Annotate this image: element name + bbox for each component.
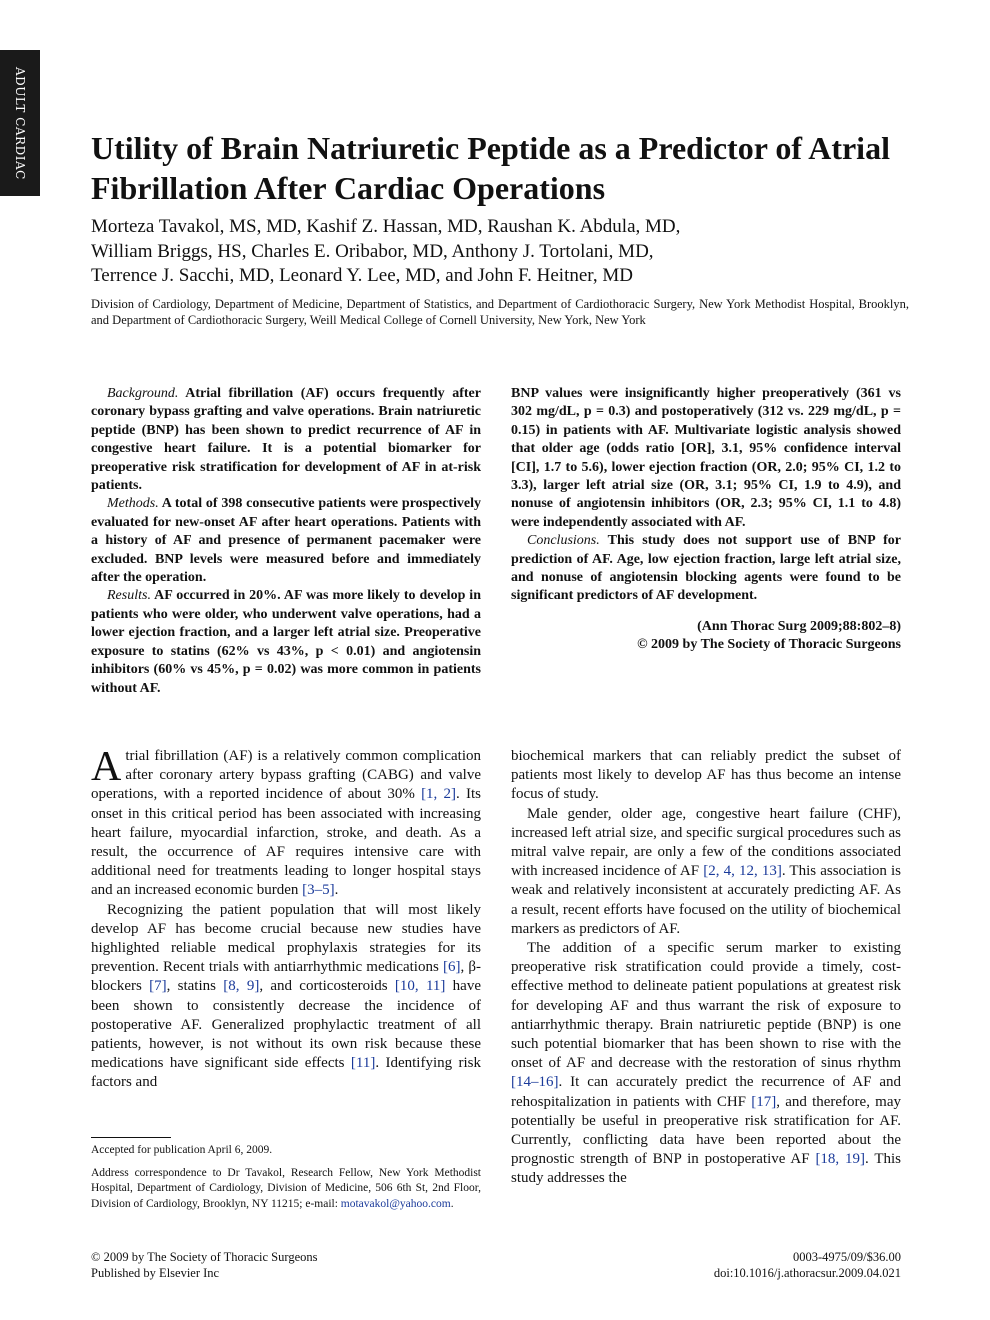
- methods-text: A total of 398 consecutive patients were prospectively evaluated for new-onset AF after heart operations. Patients with a history of AF and presence of permanent pacemaker were excluded. BNP levels were measured before and immediately after the operation.: [91, 496, 481, 586]
- body-text: Recognizing the patient population that will most likely develop AF has become crucial because new studies have highlighted reliable medical prophylaxis strategies for its prevention. Recent trials with antiarrhythmic medications: [91, 901, 481, 976]
- background-label: Background.: [107, 386, 179, 401]
- body-text: , β-blockers: [91, 959, 481, 995]
- footer-publisher: Published by Elsevier Inc: [91, 1265, 220, 1280]
- body-paragraph: [511, 939, 901, 1189]
- body-paragraph: [91, 901, 481, 1093]
- body-text: . This association is weak and relatively inconsistent at accurately predicting AF. As a result, recent efforts have focused on the utility of biochemical markers as predictors of AF.: [511, 863, 901, 937]
- results-label: Results.: [107, 588, 151, 604]
- abstract-methods: [91, 495, 481, 587]
- abstract-results-continued: BNP values were insignificantly higher preoperatively (361 vs 302 mg/dL, p = 0.3) and postoperatively (312 vs. 229 mg/dL, p = 0.15) in patients with AF. Multivariate logistic analysis showed that older age (odds ratio [OR], 3.1, 95% confidence interval [CI], 1.7 to 5.6), lower ejection fraction (OR, 2.0; 95% CI, 1.2 to 3.3), larger left atrial size (OR, 3.1; 95% CI, 1.9 to 4.9), and nonuse of angiotensin inhibitors (OR, 2.3; 95% CI, 1.1 to 4.8) were independently associated with AF.: [511, 386, 901, 530]
- footnote-accepted: Accepted for publication April 6, 2009.: [91, 1144, 273, 1156]
- reference-link[interactable]: [8, 9]: [223, 978, 260, 995]
- footer-doi[interactable]: doi:10.1016/j.athoracsur.2009.04.021: [713, 1265, 901, 1280]
- author-line: Morteza Tavakol, MS, MD, Kashif Z. Hassan, MD, Raushan K. Abdula, MD,: [91, 216, 681, 237]
- reference-link[interactable]: [18, 19]: [815, 1151, 866, 1168]
- address-text: .: [450, 1197, 454, 1210]
- footnote-divider: [91, 1137, 171, 1138]
- footer-right: [600, 1250, 901, 1281]
- author-line: William Briggs, HS, Charles E. Oribabor, MD, Anthony J. Tortolani, MD,: [91, 240, 654, 262]
- affiliation: Division of Cardiology, Department of Medicine, Department of Statistics, and Department of Cardiothoracic Surgery, New York Methodist Hospital, Brooklyn, and Department of Cardiothoracic Surgery, Weill Medical College of Cornell University, New York, New York: [91, 297, 909, 327]
- body-paragraph: [91, 744, 481, 901]
- article-title: Utility of Brain Natriuretic Peptide as a Predictor of Atrial Fibrillation After Cardiac Operations: [91, 130, 890, 206]
- body-text: .: [334, 882, 339, 899]
- body-text: have been shown to consistently decrease the incidence of postoperative AF. Generalized prophylactic treatment of all patients, however, is not without its own risk because these medications have significant side effects: [91, 978, 481, 1072]
- author-list: [91, 215, 921, 289]
- citation-journal: (Ann Thorac Surg 2009;88:802–8): [697, 618, 901, 634]
- conclusions-label: Conclusions.: [527, 533, 600, 549]
- author-line: Terrence J. Sacchi, MD, Leonard Y. Lee, MD, and John F. Heitner, MD: [91, 265, 633, 286]
- abstract-background: [91, 385, 481, 495]
- abstract-right-column: [511, 385, 901, 655]
- reference-link[interactable]: [11]: [350, 1055, 376, 1072]
- abstract-left-column: [91, 385, 481, 698]
- body-text: . Identifying risk factors and: [91, 1055, 481, 1091]
- reference-link[interactable]: [14–16]: [511, 1074, 559, 1091]
- conclusions-text: This study does not support use of BNP for prediction of AF. Age, low ejection fraction, large left atrial size, and nonuse of angiotensin blocking agents were found to be significant predictors of AF development.: [511, 533, 901, 604]
- reference-link[interactable]: [10, 11]: [394, 978, 446, 995]
- abstract-results: [91, 587, 481, 697]
- reference-link[interactable]: [3–5]: [302, 882, 335, 899]
- body-text: , statins: [166, 978, 224, 995]
- footer-copyright: © 2009 by The Society of Thoracic Surgeons: [91, 1250, 318, 1264]
- body-text: . It can accurately predict the recurrence of AF and rehospitalization in patients with CHF: [511, 1074, 901, 1110]
- background-text: Atrial fibrillation (AF) occurs frequently after coronary bypass grafting and valve operations. Brain natriuretic peptide (BNP) has been shown to predict recurrence of AF in congestive heart failure. It is a potential biomarker for preoperative risk stratification for development of AF in at-risk patients.: [91, 386, 481, 494]
- body-text: The addition of a specific serum marker to existing preoperative risk stratification could provide a timely, cost-effective method to delineate patient populations at greatest risk for developing AF and thus warrant the risk of exposure to antiarrhythmic therapy. Brain natriuretic peptide (BNP) is one such potential biomarker that has been shown to rise with the onset of AF and decrease with the restoration of sinus rhythm: [511, 940, 901, 1072]
- methods-label: Methods.: [107, 496, 159, 512]
- footnote-address: [91, 1166, 481, 1212]
- body-text: trial fibrillation (AF) is a relatively common complication after coronary artery bypass grafting (CABG) and valve operations, with a reported incidence of about 30%: [91, 748, 481, 803]
- reference-link[interactable]: [6]: [442, 959, 461, 976]
- citation-copyright: © 2009 by The Society of Thoracic Surgeons: [637, 637, 901, 653]
- abstract-citation: [511, 618, 901, 655]
- results-text: AF occurred in 20%. AF was more likely to develop in patients who were older, who underwent valve operations, had a lower ejection fraction, and a larger left atrial size. Preoperative exposure to statins (62% vs 43%, p < 0.01) and angiotensin inhibitors (60% vs 45%, p = 0.02) was more common in patients without AF.: [91, 588, 481, 696]
- reference-link[interactable]: [2, 4, 12, 13]: [703, 863, 782, 880]
- drop-cap: A: [91, 744, 122, 790]
- abstract-conclusions: [511, 532, 901, 606]
- section-tab-label: ADULT CARDIAC: [13, 66, 27, 180]
- body-text: Male gender, older age, congestive heart failure (CHF), increased left atrial size, and specific surgical procedures such as mitral valve repair, are only a few of the conditions associated with increased incidence of AF: [511, 805, 901, 880]
- reference-link[interactable]: [17]: [751, 1093, 777, 1110]
- reference-link[interactable]: [1, 2]: [421, 786, 457, 803]
- body-text: . Its onset in this critical period has been associated with increasing heart failure, myocardial infarction, stroke, and death. As a result, the occurrence of AF requires intensive care with additional need for treatments leading to longer hospital stays and an increased economic burden: [91, 786, 481, 899]
- body-text: . This study addresses the: [511, 1151, 901, 1187]
- reference-link[interactable]: [7]: [149, 978, 167, 995]
- footer-left: [91, 1250, 317, 1281]
- body-left-column: [91, 744, 481, 1093]
- body-text: , and therefore, may potentially be useful in preoperative risk stratification for AF. Currently, conflicting data have been reported about the prognostic strength of BNP in postoperative AF: [511, 1093, 901, 1168]
- body-text: , and corticosteroids: [259, 978, 395, 995]
- email-link[interactable]: motavakol@yahoo.com: [340, 1197, 451, 1210]
- body-paragraph: [511, 805, 901, 939]
- body-right-column: [511, 747, 901, 1189]
- body-paragraph: biochemical markers that can reliably predict the subset of patients most likely to develop AF has thus become an intense focus of study.: [511, 748, 901, 803]
- footer-issn: 0003-4975/09/$36.00: [793, 1250, 901, 1264]
- section-tab: [0, 50, 40, 196]
- address-text: Address correspondence to Dr Tavakol, Research Fellow, New York Methodist Hospital, Department of Cardiology, Division of Medicine, 506 6th St, 2nd Floor, Division of Cardiology, Brooklyn, NY 11215; e-mail:: [91, 1167, 481, 1210]
